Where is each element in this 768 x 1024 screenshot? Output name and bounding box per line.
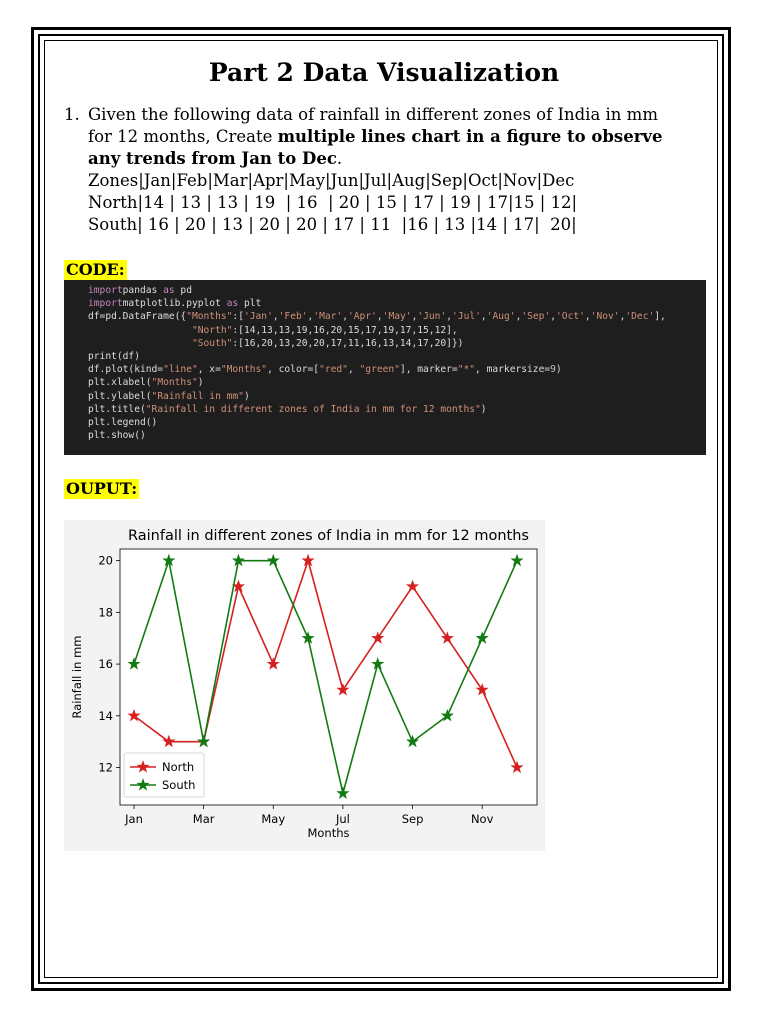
code-line	[88, 297, 706, 310]
code-token: 'Apr'	[348, 311, 377, 323]
question-period: .	[336, 149, 343, 168]
code-token: ], marker=	[399, 364, 458, 376]
code-token: "Months"	[186, 311, 233, 323]
code-token: as	[226, 298, 239, 310]
code-token: import	[88, 298, 123, 310]
code-token: "North"	[191, 324, 233, 336]
code-token: 'Aug'	[486, 311, 516, 323]
question-emphasis-2: any trends from Jan to Dec	[88, 149, 337, 168]
data-row-south: South| 16 | 20 | 13 | 20 | 20 | 17 | 11 |16 | 13 |14 | 17| 20|	[88, 215, 577, 234]
code-token: 9	[550, 364, 556, 376]
code-token: plt.title(	[88, 403, 146, 415]
code-token: "Rainfall in different zones of India in mm for 12 months"	[145, 403, 481, 415]
code-token: :[	[232, 311, 244, 323]
code-token: 'May'	[382, 311, 412, 323]
code-token: "Rainfall in mm"	[151, 390, 244, 402]
y-tick-label: 12	[98, 760, 113, 775]
code-token: plt.legend()	[88, 416, 158, 428]
y-tick-label: 16	[98, 657, 113, 672]
code-token: )	[197, 377, 204, 389]
question-number: 1.	[64, 105, 80, 124]
code-token: df.plot(kind=	[88, 364, 164, 376]
code-line	[88, 403, 706, 416]
data-table-text	[88, 170, 684, 236]
code-token: 'Mar'	[313, 311, 343, 323]
page-title: Part 2 Data Visualization	[208, 58, 560, 87]
code-token: as	[163, 285, 175, 296]
question-line-1: Given the following data of rainfall in different zones of India in mm	[88, 105, 658, 124]
code-token: plt.ylabel(	[88, 390, 152, 402]
code-token: ,	[307, 311, 314, 323]
legend-label-north: North	[162, 760, 195, 774]
code-token: ,	[584, 311, 591, 323]
code-token: 'Oct'	[556, 311, 585, 323]
x-tick-label: Mar	[192, 812, 215, 826]
code-token: 'Feb'	[278, 311, 308, 323]
code-label: CODE:	[66, 260, 125, 279]
question-block	[64, 104, 684, 236]
code-line	[88, 310, 706, 323]
x-tick-label: Nov	[470, 812, 494, 826]
code-token: ,	[515, 311, 522, 323]
x-tick-label: Sep	[401, 812, 424, 826]
code-token: )	[243, 390, 250, 402]
code-token: "*"	[457, 364, 476, 376]
y-tick-label: 18	[98, 605, 113, 620]
code-token: 'Dec'	[625, 311, 655, 323]
code-token: 'Nov'	[590, 311, 620, 323]
chart-svg	[64, 520, 545, 851]
code-token: )	[555, 364, 562, 376]
code-line	[88, 363, 706, 376]
code-token: "red"	[319, 364, 348, 376]
code-token: plt.xlabel(	[88, 377, 152, 389]
code-token: df=pd.DataFrame({	[88, 311, 187, 323]
code-line	[88, 376, 706, 389]
code-token: ,	[376, 311, 383, 323]
code-token	[88, 325, 192, 336]
code-token: :[14,13,13,19,16,20,15,17,19,17,15,12],	[232, 324, 458, 336]
code-token: ,	[446, 311, 453, 323]
x-tick-label: May	[261, 812, 286, 826]
code-token: ,	[619, 311, 626, 323]
code-block	[64, 280, 706, 455]
code-token: pandas	[122, 285, 164, 296]
data-row-north: North|14 | 13 | 13 | 19 | 16 | 20 | 15 | 17 | 19 | 17|15 | 12|	[88, 193, 578, 212]
code-token: "Months"	[151, 377, 198, 389]
code-token: print(df)	[88, 350, 140, 362]
question-emphasis-1: multiple lines chart in a figure to observe	[277, 127, 663, 146]
data-row-header: Zones|Jan|Feb|Mar|Apr|May|Jun|Jul|Aug|Sep|Oct|Nov|Dec	[88, 171, 575, 190]
code-token: pd	[174, 285, 192, 296]
code-line	[88, 429, 706, 442]
code-token: plt.show()	[88, 430, 146, 442]
code-token: ,	[480, 311, 487, 323]
y-axis-label: Rainfall in mm	[70, 635, 84, 719]
chart-title: Rainfall in different zones of India in mm for 12 months	[128, 528, 529, 544]
code-token: matplotlib.pyplot	[122, 298, 227, 310]
code-line	[88, 390, 706, 403]
code-line	[88, 324, 706, 337]
question-line-2: for 12 months, Create	[88, 127, 278, 146]
code-line	[88, 416, 706, 429]
code-token: import	[88, 285, 123, 296]
x-tick-label: Jan	[125, 812, 143, 826]
code-token: )	[480, 403, 487, 415]
code-token: ,	[272, 311, 279, 323]
code-token: "green"	[359, 364, 400, 376]
code-token: ],	[654, 311, 666, 323]
code-token: 'Jul'	[452, 311, 481, 323]
code-token: ,	[342, 311, 348, 323]
code-token: :[16,20,13,20,20,17,11,16,13,14,17,20]})	[232, 337, 464, 349]
x-axis-label: Months	[307, 826, 350, 840]
code-line	[88, 350, 706, 363]
x-tick-label: Jul	[335, 812, 350, 826]
question-text	[88, 104, 684, 170]
code-token: 'Sep'	[521, 311, 551, 323]
code-line	[88, 284, 706, 297]
output-label: OUPUT:	[66, 479, 138, 498]
code-token: "line"	[163, 364, 198, 376]
y-tick-label: 14	[98, 708, 113, 723]
code-token: , x=	[197, 364, 221, 376]
legend-label-south: South	[162, 778, 196, 792]
code-token: plt	[238, 298, 262, 310]
output-chart	[64, 520, 545, 851]
code-token: ,	[347, 364, 360, 376]
y-tick-label: 20	[98, 553, 113, 568]
code-token: "Months"	[220, 364, 268, 376]
code-token: , color=[	[267, 364, 320, 376]
code-token: 'Jan'	[243, 311, 273, 323]
code-token: ,	[411, 311, 418, 323]
code-token: 'Jun'	[417, 311, 447, 323]
code-token: , markersize=	[475, 364, 551, 376]
code-token	[88, 338, 192, 349]
code-line	[88, 337, 706, 350]
code-token: ,	[550, 311, 557, 323]
code-token: "South"	[191, 337, 233, 349]
